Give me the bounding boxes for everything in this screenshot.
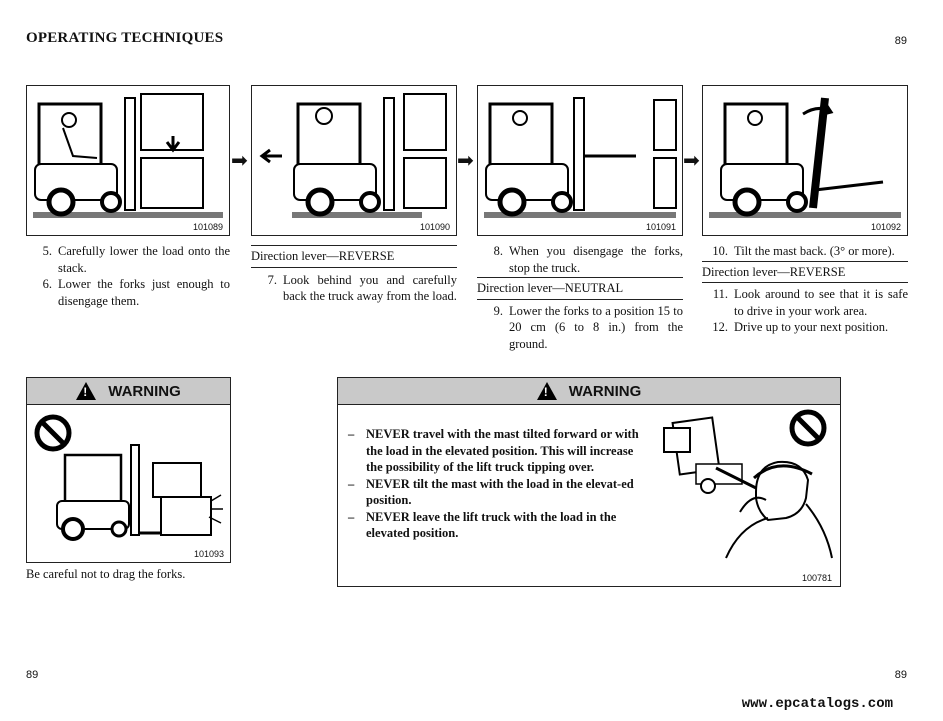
figure-number: 101090 [419,222,450,232]
illustration-panel-4 [702,85,908,236]
step-item: 6. Lower the forks just enough to disengage them. [42,277,230,308]
figure-number: 100781 [801,573,832,583]
direction-lever-label: Direction lever—NEUTRAL [477,277,683,300]
dragging-forks-illustration [27,405,230,562]
warning-item: – NEVER tilt the mast with the load in the elevat-ed position. [348,476,634,507]
forklift-reversing-illustration [252,86,456,235]
warning-triangle-icon: ! [76,382,96,400]
step-item: 5. Carefully lower the load onto the stack. [42,244,230,275]
tipping-hazard-illustration [656,408,836,568]
arrow-right-icon: ➡ [231,148,248,172]
section-title: OPERATING TECHNIQUES [26,30,224,46]
figure-number: 101093 [193,549,224,559]
step-item: 7. Look behind you and carefully back the truck away from the load. [267,272,457,303]
page-number-bottom-right: 89 [894,669,907,681]
warning-item: – NEVER leave the lift truck with the load in the elevated position. [348,509,617,540]
step-item: 8. When you disengage the forks, stop the truck. [493,244,683,275]
forklift-tilting-mast-illustration [703,86,907,235]
steps-column-4 [702,243,908,336]
warning-triangle-icon: ! [537,382,557,400]
figure-number: 101092 [870,222,901,232]
warning-header [338,378,840,405]
page-number-bottom-left: 89 [26,669,39,681]
arrow-right-icon: ➡ [457,148,474,172]
direction-lever-label: Direction lever—REVERSE [251,245,457,268]
forklift-stacking-illustration [27,86,229,235]
forklift-lowering-forks-illustration [478,86,682,235]
page-number-top: 89 [894,35,907,47]
arrow-right-icon: ➡ [683,148,700,172]
warning-header [27,378,230,405]
illustration-panel-1 [26,85,230,236]
watermark-link[interactable]: www.epcatalogs.com [741,696,893,712]
figure-number: 101091 [645,222,676,232]
step-item: 10. Tilt the mast back. (3° or more). [712,244,895,258]
warning-box-large [337,377,841,587]
warning-title: WARNING [108,382,181,400]
step-item: 12. Drive up to your next position. [712,320,889,334]
step-item: 11. Look around to see that it is safe to drive in your work area. [712,287,908,318]
steps-column-3 [477,243,683,352]
illustration-panel-3 [477,85,683,236]
step-item: 9. Lower the forks to a position 15 to 20 cm (6 to 8 in.) from the ground. [493,303,683,351]
warning-title: WARNING [568,382,642,400]
warning-caption: Be careful not to drag the forks. [26,567,186,581]
figure-number: 101089 [192,222,223,232]
illustration-panel-2 [251,85,457,236]
steps-column-2 [251,245,457,305]
steps-column-1 [26,243,230,309]
direction-lever-label: Direction lever—REVERSE [702,261,908,284]
warning-list [348,426,644,542]
warning-item: – NEVER travel with the mast tilted forward or with the load in the elevated position. This will increase the possibility of the lift truck tipping over. [348,427,639,474]
warning-box-small [26,377,231,563]
